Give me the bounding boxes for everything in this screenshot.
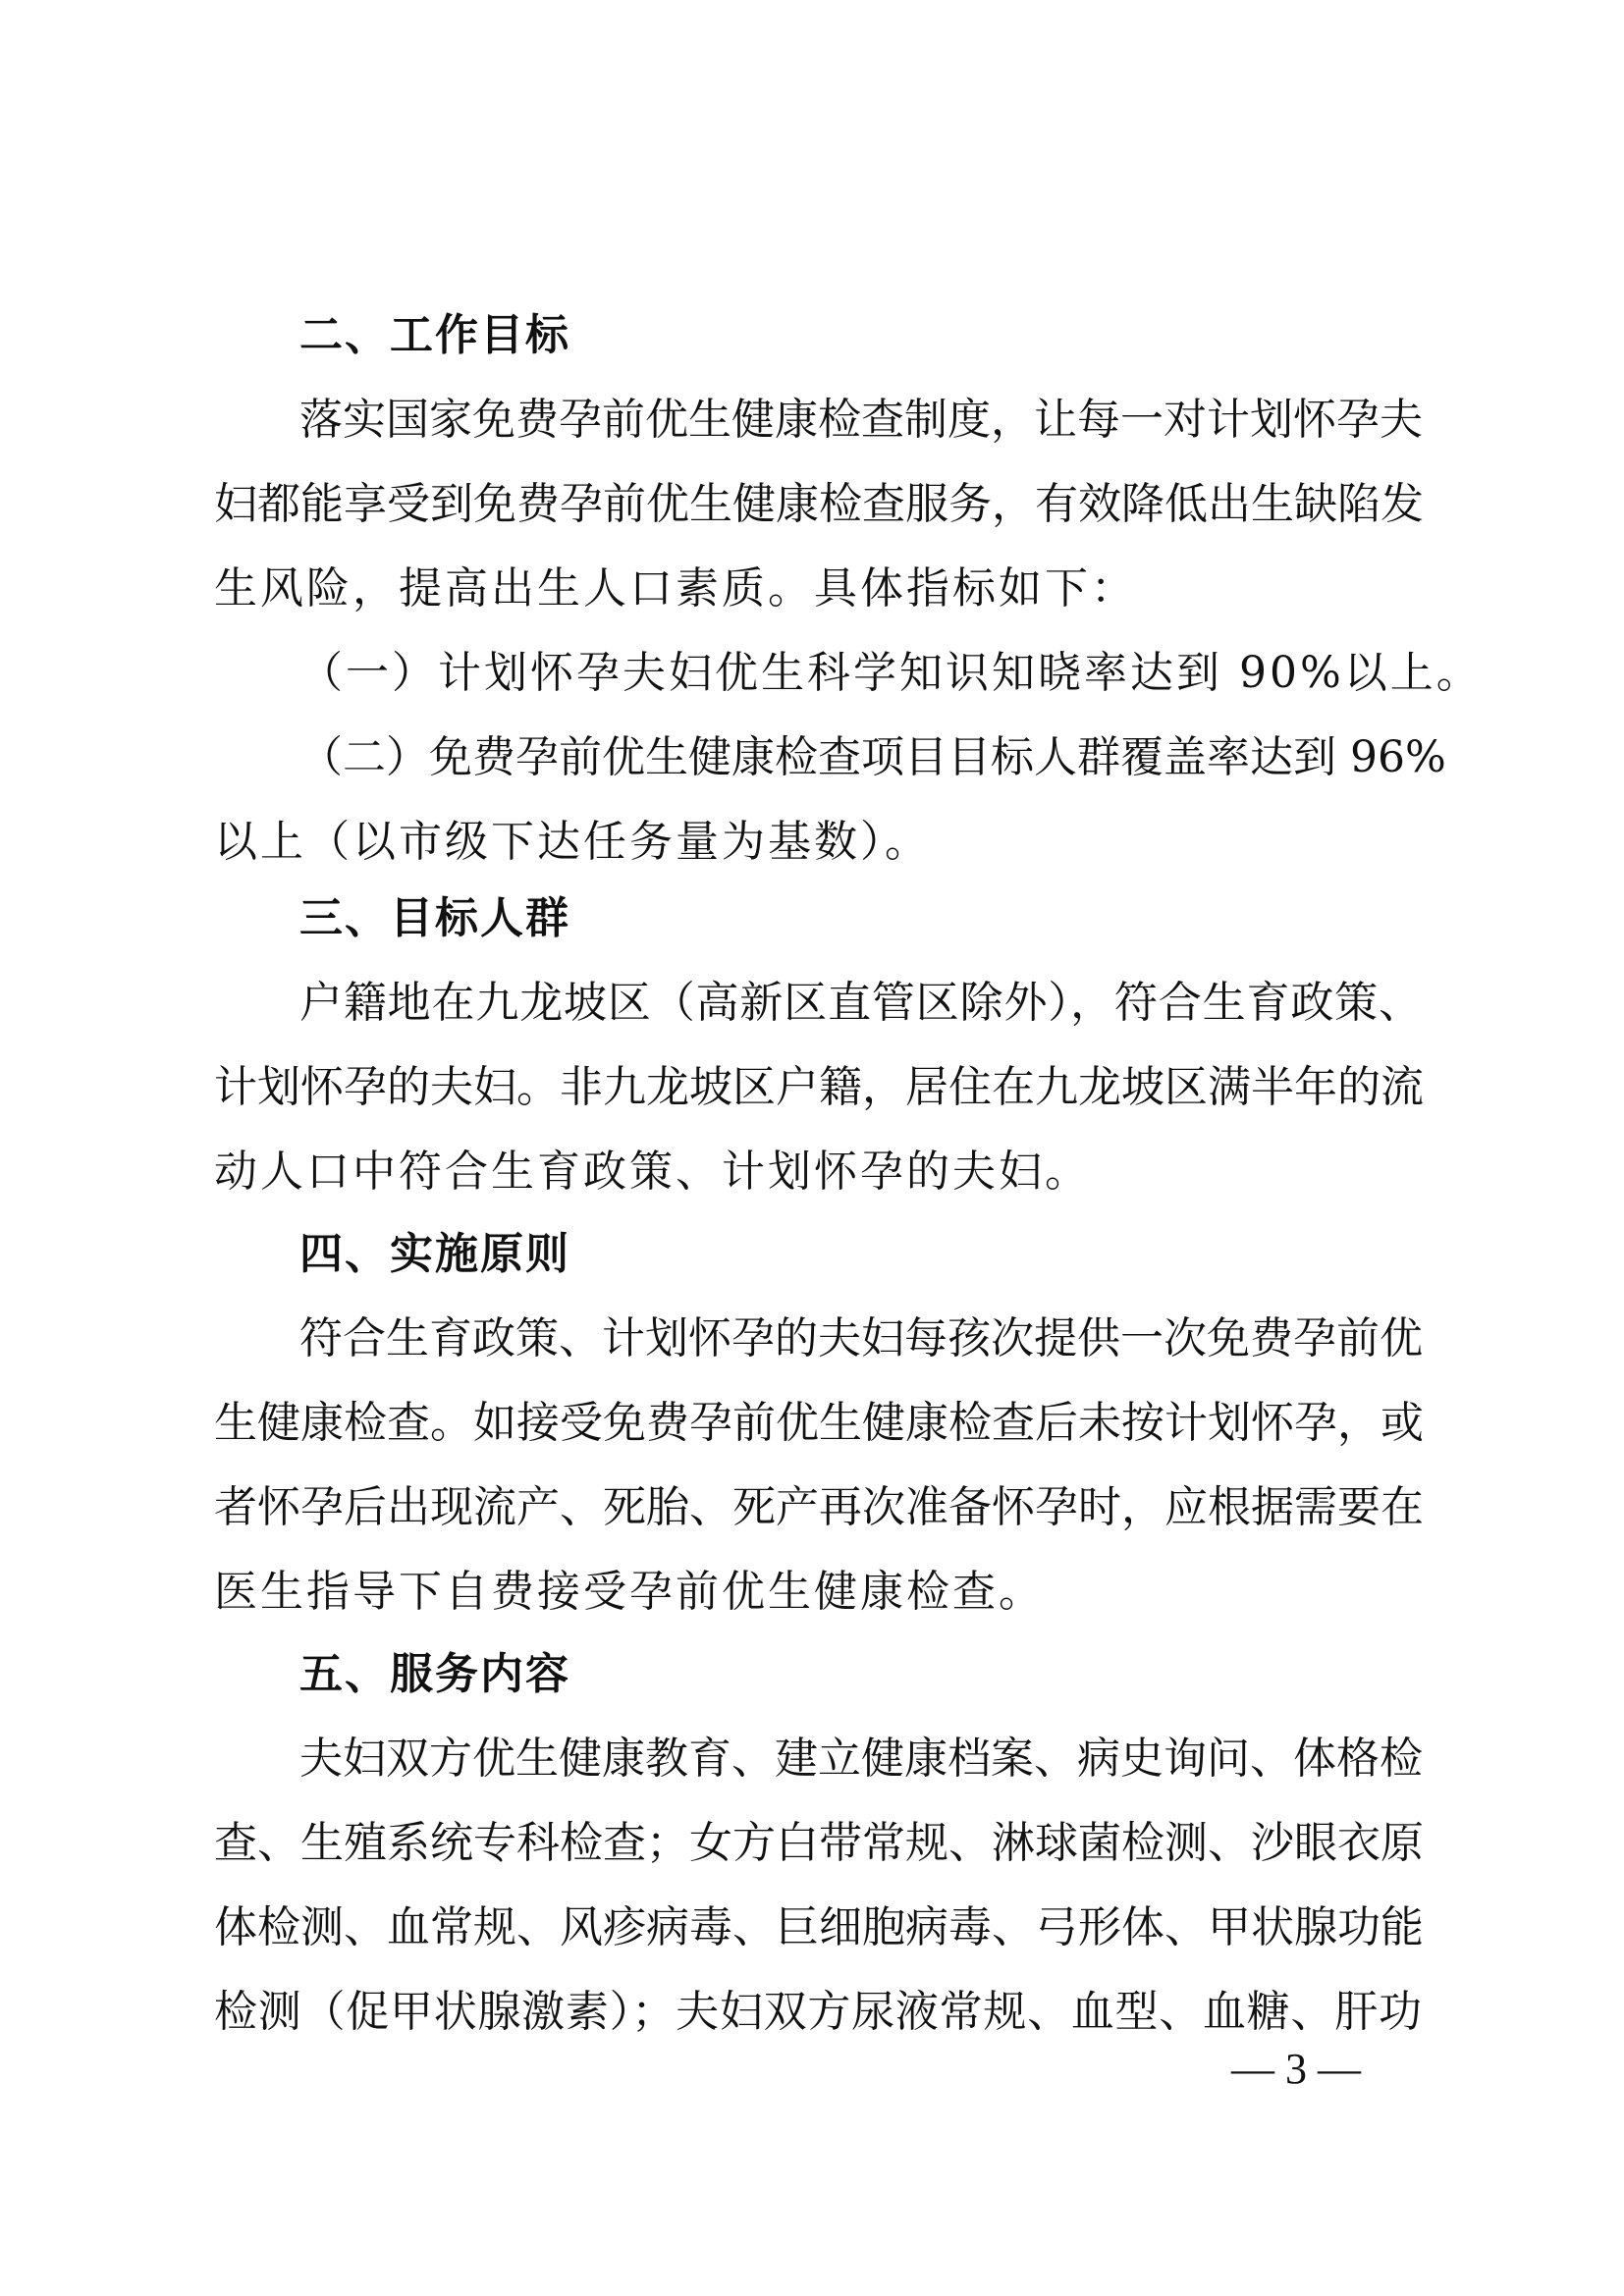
paragraph-line: 查、生殖系统专科检查；女方白带常规、淋球菌检测、沙眼衣原 — [214, 1818, 1424, 1868]
section-heading-services: 五、服务内容 — [299, 1649, 570, 1699]
section-heading-principles: 四、实施原则 — [299, 1229, 570, 1279]
section-heading-target-group: 三、目标人群 — [299, 893, 570, 943]
paragraph-line: 落实国家免费孕前优生健康检查制度，让每一对计划怀孕夫 — [299, 395, 1423, 445]
paragraph-line: 体检测、血常规、风疹病毒、巨细胞病毒、弓形体、甲状腺功能 — [214, 1902, 1424, 1952]
paragraph-line: 生风险，提高出生人口素质。具体指标如下： — [214, 563, 1137, 614]
paragraph-line: 符合生育政策、计划怀孕的夫妇每孩次提供一次免费孕前优 — [299, 1313, 1423, 1363]
paragraph-line: 动人口中符合生育政策、计划怀孕的夫妇。 — [214, 1147, 1091, 1197]
paragraph-line: 计划怀孕的夫妇。非九龙坡区户籍，居住在九龙坡区满半年的流 — [214, 1062, 1424, 1112]
paragraph-line: 妇都能享受到免费孕前优生健康检查服务，有效降低出生缺陷发 — [214, 479, 1424, 529]
list-item-1: （一）计划怀孕夫妇优生科学知识知晓率达到 90%以上。 — [299, 648, 1483, 698]
paragraph-line: 生健康检查。如接受免费孕前优生健康检查后未按计划怀孕，或 — [214, 1398, 1424, 1448]
paragraph-line: 者怀孕后出现流产、死胎、死产再次准备怀孕时，应根据需要在 — [214, 1482, 1424, 1532]
list-item-2-line: （二）免费孕前优生健康检查项目目标人群覆盖率达到 96% — [299, 732, 1446, 782]
paragraph-line: 医生指导下自费接受孕前优生健康检查。 — [214, 1567, 1045, 1617]
page-number: — 3 — — [1231, 2045, 1361, 2093]
section-heading-goals: 二、工作目标 — [299, 310, 570, 360]
paragraph-line: 户籍地在九龙坡区（高新区直管区除外），符合生育政策、 — [299, 978, 1422, 1028]
paragraph-line: 检测（促甲状腺激素）；夫妇双方尿液常规、血型、血糖、肝功 — [214, 1987, 1422, 2037]
list-item-2-line: 以上（以市级下达任务量为基数）。 — [214, 817, 931, 867]
paragraph-line: 夫妇双方优生健康教育、建立健康档案、病史询问、体格检 — [299, 1734, 1423, 1784]
